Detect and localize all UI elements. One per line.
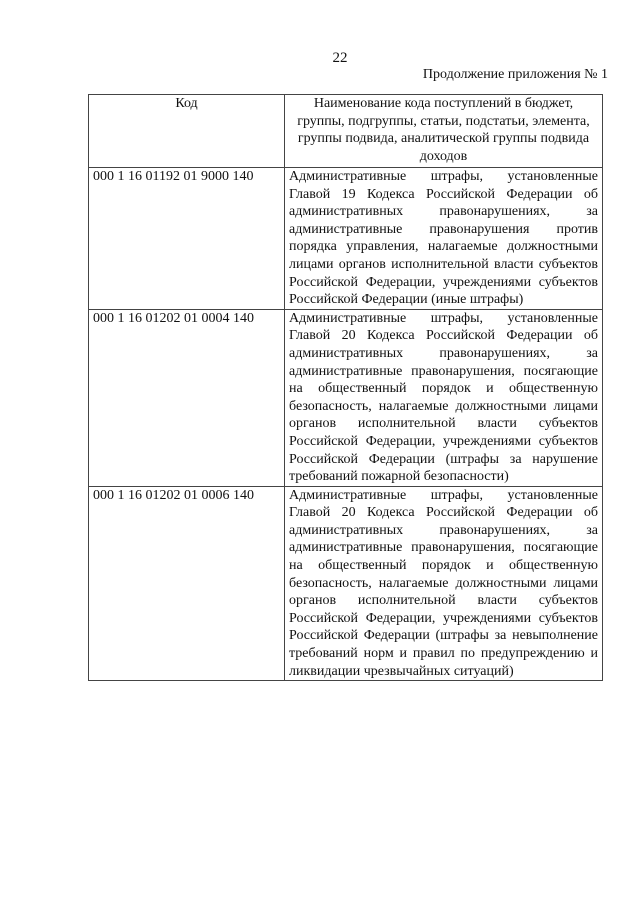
column-header-name: Наименование кода поступлений в бюджет, группы, подгруппы, статьи, подстатьи, элемента, группы подвида, аналитической группы подвида доходов	[285, 95, 603, 168]
column-header-code: Код	[89, 95, 285, 168]
row-description: Административные штрафы, установленные Главой 19 Кодекса Российской Федерации об административных правонарушениях, за административные правонарушения против порядка управления, налагаемые должностными лицами органов исполнительной власти субъектов Российской Федерации, учреждениями субъектов Российской Федерации (иные штрафы)	[285, 168, 603, 310]
table-row	[89, 168, 603, 310]
row-description: Административные штрафы, установленные Главой 20 Кодекса Российской Федерации об административных правонарушениях, за административные правонарушения, посягающие на общественный порядок и общественную безопасность, налагаемые должностными лицами органов исполнительной власти субъектов Российской Федерации, учреждениями субъектов Российской Федерации (штрафы за нарушение требований пожарной безопасности)	[285, 309, 603, 486]
page-number: 22	[332, 50, 348, 66]
row-code: 000 1 16 01202 01 0006 140	[89, 486, 285, 681]
revenue-codes-table	[88, 94, 603, 681]
appendix-continuation-label: Продолжение приложения № 1	[422, 67, 608, 82]
row-description: Административные штрафы, установленные Главой 20 Кодекса Российской Федерации об административных правонарушениях, за административные правонарушения, посягающие на общественный порядок и общественную безопасность, налагаемые должностными лицами органов исполнительной власти субъектов Российской Федерации, учреждениями субъектов Российской Федерации (штрафы за невыполнение требований норм и правил по предупреждению и ликвидации чрезвычайных ситуаций)	[285, 486, 603, 681]
row-code: 000 1 16 01202 01 0004 140	[89, 309, 285, 486]
table-header-row	[89, 95, 603, 168]
table-row	[89, 486, 603, 681]
table-row	[89, 309, 603, 486]
row-code: 000 1 16 01192 01 9000 140	[89, 168, 285, 310]
